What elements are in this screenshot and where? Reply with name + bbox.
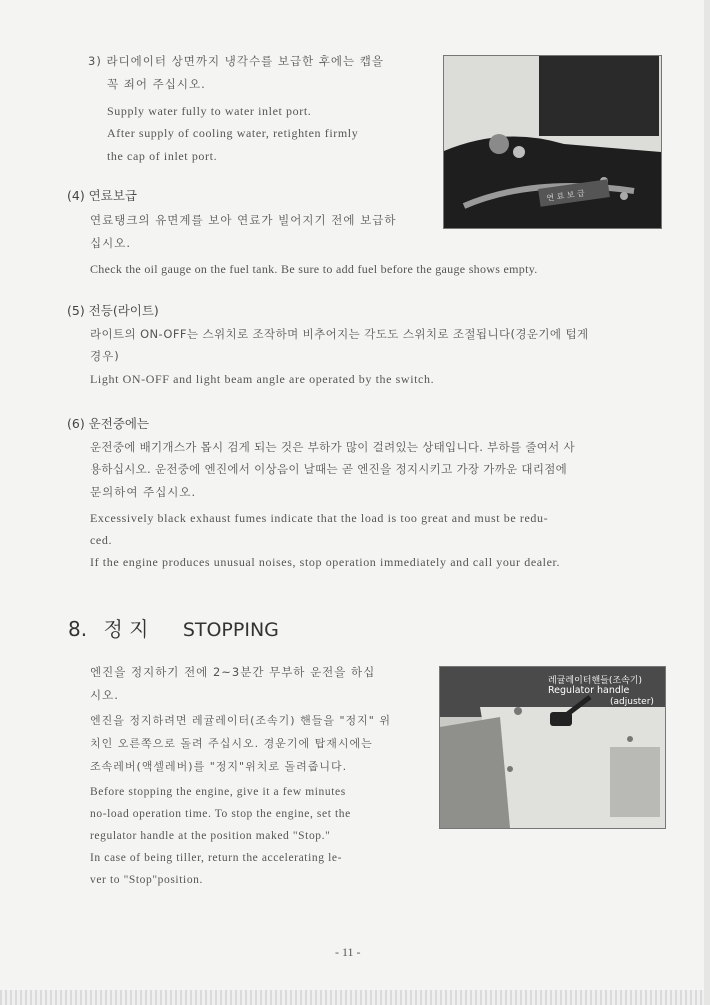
- radiator-cap-photo: [443, 55, 662, 229]
- item3-ko-line1: 3) 라디에이터 상면까지 냉각수를 보급한 후에는 캡을: [88, 54, 385, 68]
- item6-ko-line2: 용하십시오. 운전중에 엔진에서 이상음이 날때는 곧 엔진을 정지시키고 가장 가까운 대리점에: [90, 462, 568, 476]
- photo2-label-ko: 레귤레이터핸들(조속기): [548, 676, 642, 686]
- photo2-label-adjuster: (adjuster): [610, 697, 654, 707]
- item4-en-line1: Check the oil gauge on the fuel tank. Be sure to add fuel before the gauge shows empty.: [90, 262, 538, 276]
- section8-ko-line3: 엔진을 정지하려면 레귤레이터(조속기) 핸들을 "정지" 위: [90, 714, 391, 727]
- section-8-ko-title: 정 지: [103, 617, 149, 641]
- item5-en-line1: Light ON-OFF and light beam angle are operated by the switch.: [90, 372, 435, 386]
- item6-en-line2: ced.: [90, 533, 113, 547]
- photo1-plate-text: 연 료 보 급: [545, 188, 586, 203]
- item5-ko-line1: 라이트의 ON-OFF는 스위치로 조작하며 비추어지는 각도도 스위치로 조절됩니다(경운기에 텁게: [90, 327, 589, 341]
- section8-en-line4: In case of being tiller, return the accelerating le-: [90, 852, 343, 864]
- section8-ko-line1: 엔진을 정지하기 전에 2~3분간 무부하 운전을 하십: [90, 665, 376, 679]
- section8-en-line1: Before stopping the engine, give it a few minutes: [90, 786, 346, 798]
- item4-ko-line1: 연료탱크의 유면계를 보아 연료가 빌어지기 전에 보급하: [90, 213, 397, 227]
- item3-ko-line2: 꼭 죄어 주십시오.: [107, 77, 206, 91]
- section8-en-line5: ver to "Stop"position.: [90, 874, 203, 886]
- scan-bottom-edge: [0, 990, 710, 1005]
- section-8-number: 8.: [68, 617, 88, 641]
- item6-en-line1: Excessively black exhaust fumes indicate that the load is too great and must be redu-: [90, 511, 549, 525]
- item4-heading: (4) 연료보급: [67, 188, 137, 203]
- scan-right-edge: [704, 0, 710, 1005]
- section-8-title: [68, 613, 289, 642]
- item6-en-line3: If the engine produces unusual noises, stop operation immediately and call your dealer.: [90, 555, 561, 569]
- regulator-handle-photo: [439, 666, 666, 829]
- radiator-cap-illustration: [444, 56, 661, 228]
- page-number: - 11 -: [335, 945, 361, 959]
- section8-ko-line5: 조속레버(액셀레버)를 "정지"위치로 돌려줍니다.: [90, 760, 348, 773]
- item6-ko-line1: 운전중에 배기개스가 몹시 검게 되는 것은 부하가 많이 걸려있는 상태입니다. 부하를 줄여서 사: [90, 440, 575, 454]
- item3-en-line3: the cap of inlet port.: [107, 149, 218, 163]
- item3-en-line2: After supply of cooling water, retighten firmly: [107, 126, 359, 140]
- section8-ko-line2: 시오.: [90, 688, 119, 702]
- item6-heading: (6) 운전중에는: [67, 416, 150, 431]
- item5-ko-line2: 경우): [90, 349, 120, 363]
- item3-en-line1: Supply water fully to water inlet port.: [107, 104, 312, 118]
- section8-en-line3: regulator handle at the position maked "Stop.": [90, 830, 331, 842]
- item4-ko-line2: 십시오.: [90, 236, 131, 250]
- item6-ko-line3: 문의하여 주십시오.: [90, 485, 197, 499]
- item5-heading: (5) 전등(라이트): [67, 303, 159, 318]
- photo2-label-en: Regulator handle: [548, 685, 630, 696]
- section8-en-line2: no-load operation time. To stop the engine, set the: [90, 808, 351, 820]
- section8-ko-line4: 치인 오른쪽으로 돌려 주십시오. 경운기에 탑재시에는: [90, 737, 373, 750]
- section-8-en-title: STOPPING: [182, 619, 279, 641]
